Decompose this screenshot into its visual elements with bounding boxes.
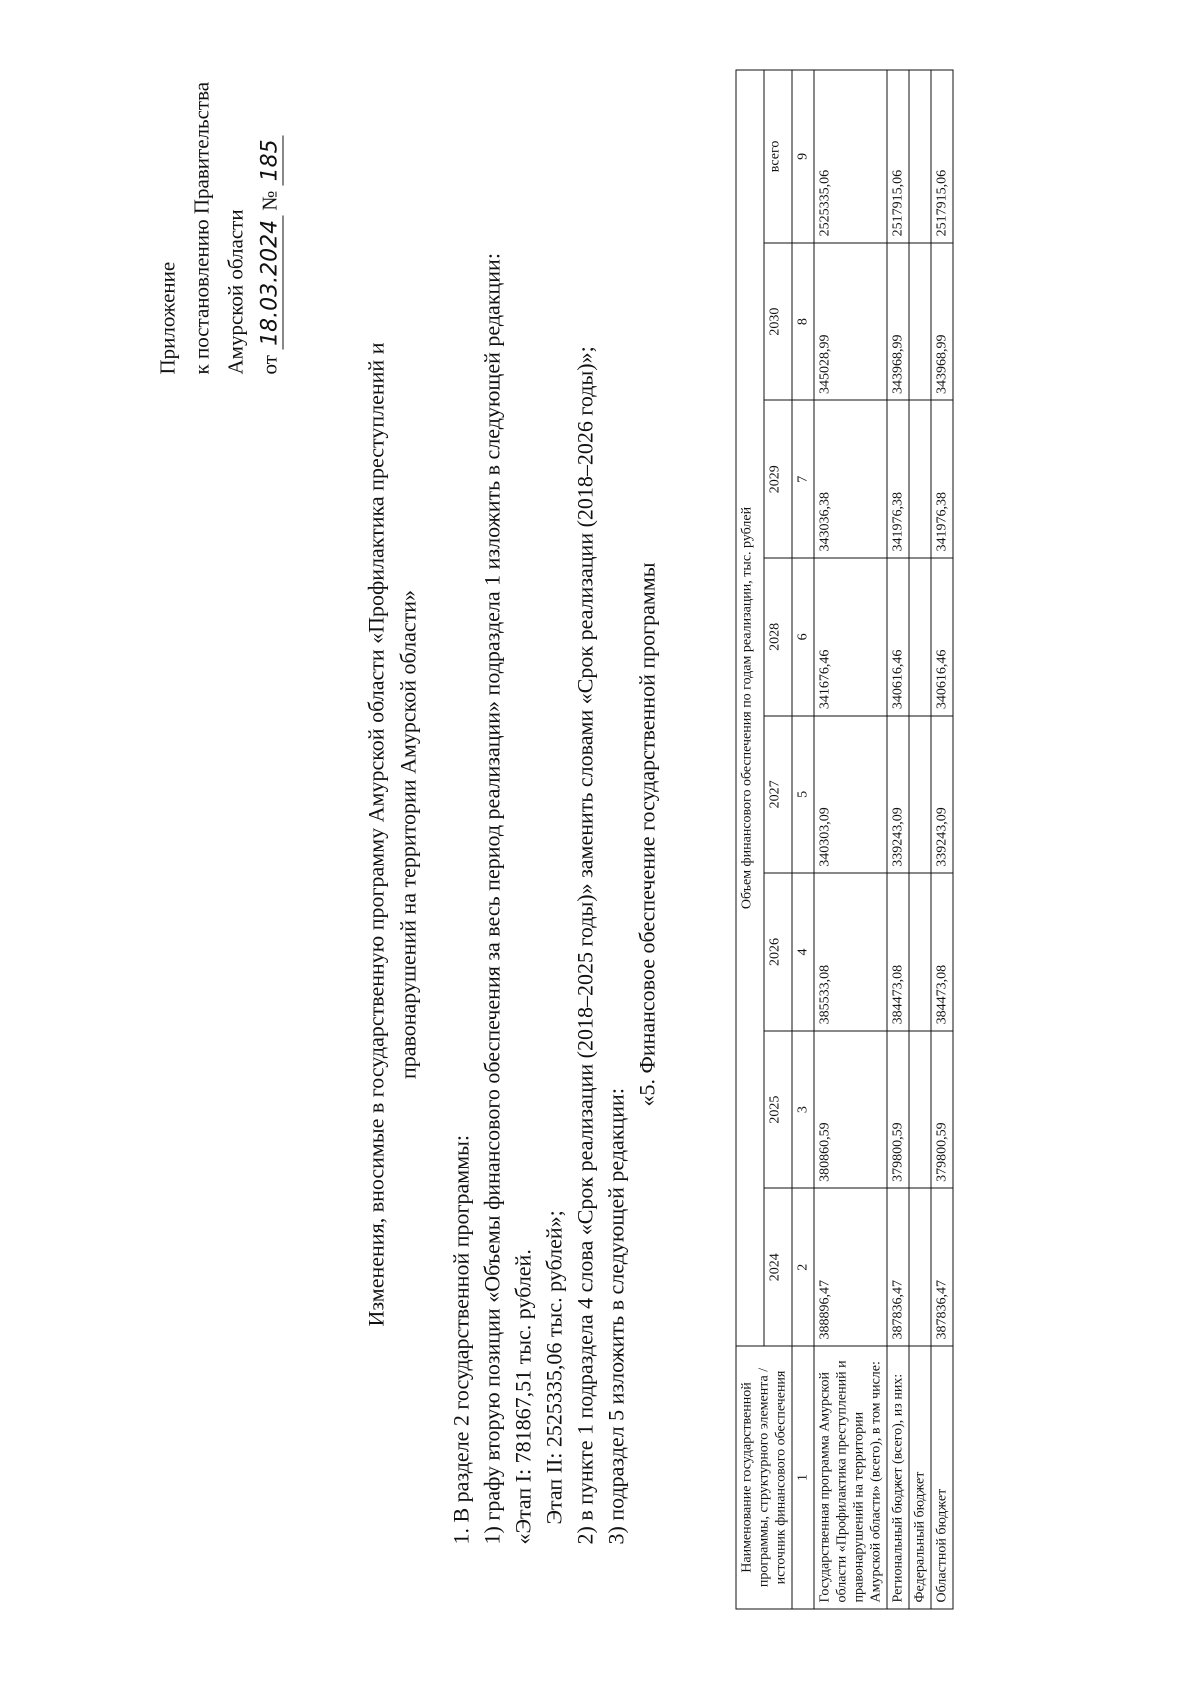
table-column-numbers-row — [792, 70, 814, 1609]
column-number: 3 — [792, 1031, 814, 1189]
row-value: 341676,46 — [814, 558, 887, 716]
title-line-1: Изменения, вносимые в государственную программу Амурской области «Профилактика преступлений и — [363, 342, 389, 1327]
row-value: 340616,46 — [887, 558, 909, 716]
column-number: 8 — [792, 243, 814, 401]
appendix-resolution-line: к постановлению Правительства — [189, 81, 214, 375]
header-year: 2027 — [764, 716, 792, 874]
row-value — [909, 400, 931, 558]
row-value — [909, 1188, 931, 1346]
table-row — [909, 70, 931, 1609]
table-row — [931, 70, 953, 1609]
row-value: 387836,47 — [887, 1188, 909, 1346]
row-total: 2517915,06 — [931, 70, 953, 243]
header-year: 2024 — [764, 1188, 792, 1346]
row-value — [909, 873, 931, 1031]
row-value — [909, 1031, 931, 1189]
row-value — [909, 243, 931, 401]
column-number: 4 — [792, 873, 814, 1031]
column-number: 2 — [792, 1188, 814, 1346]
table-header-row — [736, 70, 764, 1609]
paragraph-stage-2: Этап II: 2525335,06 тыс. рублей»; — [541, 1210, 567, 1525]
column-number: 5 — [792, 716, 814, 874]
document-page — [1, 0, 1200, 1695]
table-row — [887, 70, 909, 1609]
column-number: 7 — [792, 400, 814, 558]
row-value: 343968,99 — [931, 243, 953, 401]
header-year: 2029 — [764, 400, 792, 558]
subsection-5-heading: «5. Финансовое обеспечение государственной программы — [634, 562, 660, 1107]
header-year: 2028 — [764, 558, 792, 716]
row-value — [909, 558, 931, 716]
appendix-region-line: Амурской области — [223, 209, 248, 375]
appendix-date-line — [253, 15, 288, 375]
appendix-title: Приложение — [155, 261, 180, 375]
handwritten-date: 18.03.2024 — [258, 216, 284, 350]
paragraph-item-3: 3) подраздел 5 изложить в следующей редакции: — [603, 1088, 629, 1545]
row-value: 341976,38 — [887, 400, 909, 558]
header-year: 2030 — [764, 243, 792, 401]
row-name: Федеральный бюджет — [909, 1346, 931, 1609]
header-financing-volume: Объем финансового обеспечения по годам реализации, тыс. рублей — [736, 70, 764, 1346]
row-value: 343968,99 — [887, 243, 909, 401]
paragraph-section-2: 1. В разделе 2 государственной программы: — [448, 1134, 474, 1545]
row-value: 384473,08 — [931, 873, 953, 1031]
header-total: всего — [764, 70, 792, 243]
paragraph-item-2: 2) в пункте 1 подраздела 4 слова «Срок реализации (2018–2025 годы)» заменить словами «Срок реализации (2018–2026 годы)»; — [572, 346, 598, 1545]
document-body — [446, 85, 663, 1585]
header-year: 2025 — [764, 1031, 792, 1189]
date-prefix: от — [257, 355, 282, 375]
header-program-name: Наименование государственной программы, структурного элемента / источник финансового обеспечения — [736, 1346, 792, 1609]
appendix-block — [151, 15, 288, 375]
header-year: 2026 — [764, 873, 792, 1031]
row-value: 385533,08 — [814, 873, 887, 1031]
row-total: 2517915,06 — [887, 70, 909, 243]
row-name: Областной бюджет — [931, 1346, 953, 1609]
row-value: 340616,46 — [931, 558, 953, 716]
row-value: 341976,38 — [931, 400, 953, 558]
row-value: 345028,99 — [814, 243, 887, 401]
number-label: № — [257, 190, 282, 211]
column-number: 9 — [792, 70, 814, 243]
column-number: 1 — [792, 1346, 814, 1609]
document-title — [361, 95, 425, 1575]
row-value: 379800,59 — [887, 1031, 909, 1189]
row-value: 340303,09 — [814, 716, 887, 874]
title-line-2: правонарушений на территории Амурской области» — [395, 589, 421, 1080]
row-value: 384473,08 — [887, 873, 909, 1031]
row-value: 339243,09 — [931, 716, 953, 874]
row-value: 379800,59 — [931, 1031, 953, 1189]
handwritten-number: 185 — [258, 135, 284, 185]
row-value: 380860,59 — [814, 1031, 887, 1189]
row-value: 387836,47 — [931, 1188, 953, 1346]
paragraph-stage-1: «Этап I: 781867,51 тыс. рублей. — [510, 1249, 536, 1545]
row-name: Региональный бюджет (всего), из них: — [887, 1346, 909, 1609]
row-value: 343036,38 — [814, 400, 887, 558]
column-number: 6 — [792, 558, 814, 716]
row-total: 2525335,06 — [814, 70, 887, 243]
table-row — [814, 70, 887, 1609]
row-value: 388896,47 — [814, 1188, 887, 1346]
financing-table — [736, 70, 954, 1610]
row-total — [909, 70, 931, 243]
row-value — [909, 716, 931, 874]
paragraph-item-1: 1) графу вторую позиции «Объемы финансового обеспечения за весь период реализации» подраздела 1 изложить в следующей редакции: — [479, 253, 505, 1545]
row-value: 339243,09 — [887, 716, 909, 874]
row-name: Государственная программа Амурской области «Профилактика преступлений и правонарушений на территории Амурской области» (всего), в том числе: — [814, 1346, 887, 1609]
